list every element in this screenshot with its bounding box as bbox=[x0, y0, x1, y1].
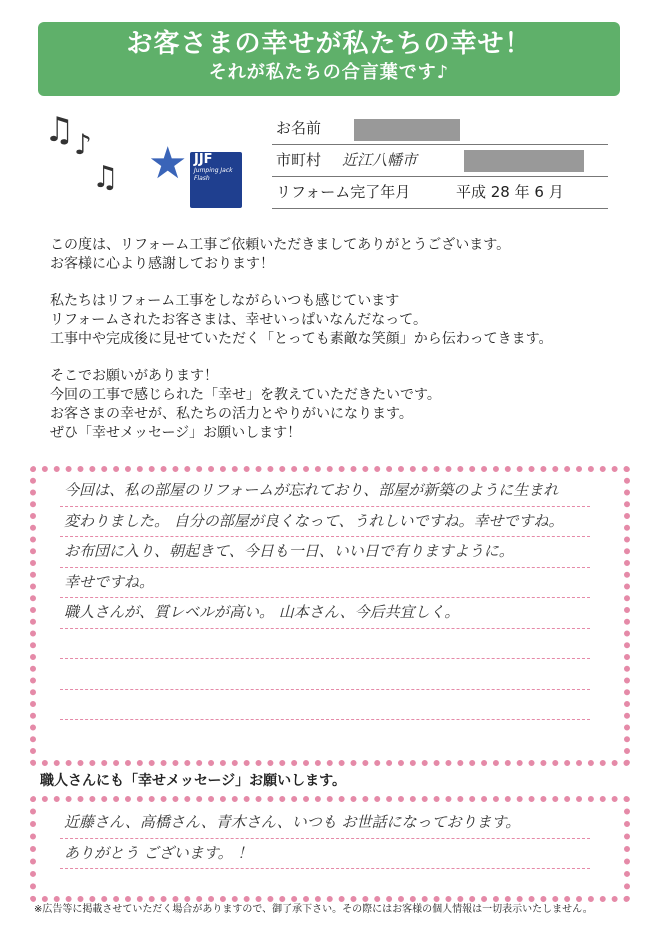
music-note-icon: ♫ bbox=[44, 110, 75, 150]
logo-subtext: Jumping Jack Flash bbox=[194, 167, 233, 182]
intro-line: ぜひ「幸せメッセージ」お願いします！ bbox=[50, 425, 302, 441]
intro-line: そこでお願いがあります！ bbox=[50, 368, 218, 384]
craftsmen-text: ありがとう ございます。 ！ bbox=[64, 843, 253, 862]
message-text: お布団に入り、朝起きて、今日も一日、いい日で有りますように。 bbox=[64, 542, 514, 560]
intro-line: この度は、リフォーム工事ご依頼いただきましてありがとうございます。 bbox=[50, 237, 511, 253]
banner-title: お客さまの幸せが私たちの幸せ！ bbox=[126, 29, 532, 59]
message-text: 今回は、私の部屋のリフォームが忘れており、部屋が新築のように生まれ bbox=[64, 481, 559, 499]
message-line bbox=[60, 659, 590, 690]
message-text: 幸せですね。 bbox=[64, 572, 155, 591]
name-row bbox=[272, 113, 608, 145]
craftsmen-lines bbox=[60, 808, 590, 869]
craftsmen-title: 職人さんにも「幸せメッセージ」お願いします。 bbox=[40, 773, 347, 789]
message-line bbox=[60, 476, 590, 507]
message-line bbox=[60, 690, 590, 721]
intro-paragraph-1 bbox=[50, 236, 630, 274]
intro-line: 今回の工事で感じられた「幸せ」を教えていただきたいです。 bbox=[50, 387, 441, 403]
intro-line: お客様に心より感謝しております！ bbox=[50, 256, 274, 272]
completion-label: リフォーム完了年月 bbox=[276, 183, 411, 201]
message-line bbox=[60, 507, 590, 538]
craftsmen-line bbox=[60, 839, 590, 870]
craftsmen-text: 近藤さん、高橋さん、青木さん、いつも お世話になっております。 bbox=[64, 813, 521, 831]
completion-row bbox=[272, 177, 608, 209]
intro-text bbox=[50, 236, 630, 461]
header-banner bbox=[38, 22, 620, 96]
message-text: 職人さんが、質レベルが高い。 山本さん、今后共宜しく。 bbox=[64, 603, 460, 621]
completion-value: 平成 28 年 6 月 bbox=[456, 183, 564, 201]
city-row bbox=[272, 145, 608, 177]
redacted-name bbox=[354, 119, 460, 141]
message-text: 変わりました。 自分の部屋が良くなって、うれしいですね。幸せですね。 bbox=[64, 511, 564, 530]
intro-line: リフォームされたお客さまは、幸せいっぱいなんだなって。 bbox=[50, 312, 428, 328]
star-mascot-icon: ★ bbox=[148, 138, 188, 189]
customer-info bbox=[272, 113, 608, 209]
music-note-icon: ♫ bbox=[92, 160, 119, 195]
city-value: 近江八幡市 bbox=[342, 151, 418, 169]
message-line bbox=[60, 598, 590, 629]
company-logo bbox=[138, 120, 248, 220]
intro-line: 私たちはリフォーム工事をしながらいつも感じています bbox=[50, 293, 400, 309]
intro-paragraph-2 bbox=[50, 292, 630, 349]
craftsmen-line bbox=[60, 808, 590, 839]
message-lines bbox=[60, 476, 590, 720]
banner-subtitle: それが私たちの合言葉です♪ bbox=[208, 62, 450, 83]
city-label: 市町村 bbox=[276, 151, 322, 169]
message-line bbox=[60, 568, 590, 599]
message-line bbox=[60, 629, 590, 660]
music-note-icon: ♪ bbox=[74, 128, 92, 161]
footnote: ※広告等に掲載させていただく場合がありますので、御了承下さい。その際にはお客様の個人情報は一切表示いたしません。 bbox=[34, 904, 593, 915]
intro-line: 工事中や完成後に見せていただく「とっても素敵な笑顔」から伝わってきます。 bbox=[50, 331, 553, 347]
logo-flag bbox=[190, 152, 242, 208]
logo-text: JJF bbox=[194, 152, 213, 167]
intro-paragraph-3 bbox=[50, 367, 630, 443]
redacted-address bbox=[464, 150, 584, 172]
message-line bbox=[60, 537, 590, 568]
name-label: お名前 bbox=[276, 119, 322, 137]
intro-line: お客さまの幸せが、私たちの活力とやりがいになります。 bbox=[50, 406, 413, 422]
